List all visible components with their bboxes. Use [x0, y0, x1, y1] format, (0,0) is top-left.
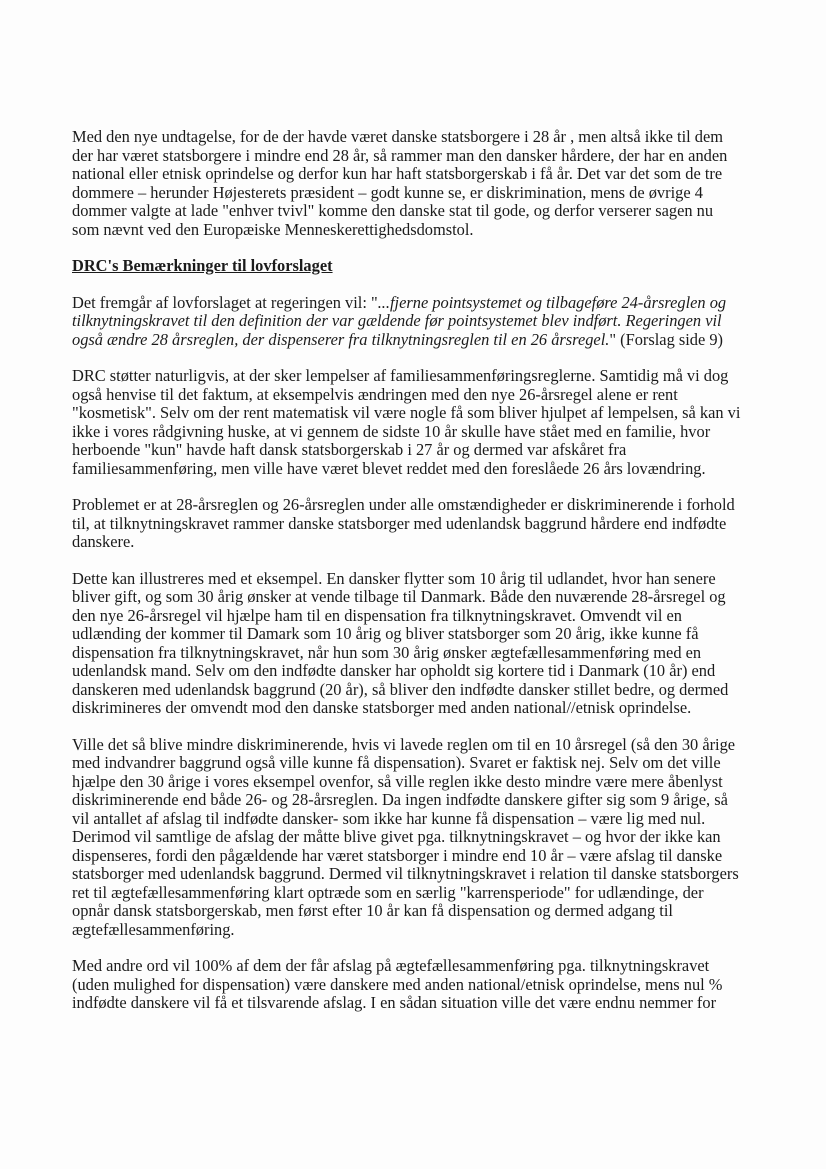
paragraph-intro: Med den nye undtagelse, for de der havde været danske statsborgere i 28 år , men altså ikke til dem der har været statsborgere i mindre end 28 år, så rammer man den dansker hårdere, der har en anden national eller etnisk oprindelse og derfor kun har haft statsborgerskab i få år. Det var det som de tre dommere – herunder Højesterets præsident – godt kunne se, er diskrimination, mens de øvrige 4 dommer valgte at lade "enhver tvivl" komme den danske stat til gode, og derfor verserer sagen nu som nævnt ved den Europæiske Menneskerettighedsdomstol.: [72, 127, 728, 239]
quote-lead: Det fremgår af lovforslaget at regeringen vil: ": [72, 292, 378, 312]
paragraph-conclusion: Med andre ord vil 100% af dem der får afslag på ægtefællesammenføring pga. tilknytningskravet (uden mulighed for dispensation) være danskere med anden national/etnisk oprindelse, mens nul % indfødte danskere vil få et tilsvarende afslag. I en sådan situation ville det være endnu nemmer for: [72, 956, 723, 1012]
section-heading: DRC's Bemærkninger til lovforslaget: [72, 256, 333, 275]
quote-text: ...fjerne pointsystemet og tilbageføre 24-årsreglen og tilknytningskravet til den definition der var gældende før pointsystemet blev indført. Regeringen vil også ændre 28 årsreglen, der dispenserer fra tilknytningsreglen til en 26 årsregel.: [72, 292, 727, 349]
paragraph-ten-year-rule: Ville det så blive mindre diskriminerende, hvis vi lavede reglen om til en 10 årsregel (så den 30 årige med indvandrer baggrund også ville kunne få dispensation). Svaret er faktisk nej. Selv om det ville hjælpe den 30 årige i vores eksempel ovenfor, så ville reglen ikke desto mindre være mere åbenlyst diskriminerende end både 26- og 28-årsreglen. Da ingen indfødte danskere gifter sig som 9 årige, så vil antallet af afslag til indfødte dansker- som ikke har kunne få dispensation – være lig med nul. Derimod vil samtlige de afslag der måtte blive givet pga. tilknytningskravet – og hvor der ikke kan dispenseres, fordi den pågældende har været statsborger i mindre end 10 år – være afslag til danske statsborger med udenlandsk baggrund. Dermed vil tilknytningskravet i relation til danske statsborgers ret til ægtefællesammenføring klart optræde som en særlig "karrensperiode" for udlændinge, der opnår dansk statsborgerskab, men først efter 10 år kan få dispensation og dermed adgang til ægtefællesammenføring.: [72, 734, 739, 939]
paragraph-quote: [72, 294, 744, 350]
document-body: [72, 128, 744, 1031]
quote-tail: " (Forslag side 9): [609, 329, 724, 349]
paragraph-problem: Problemet er at 28-årsreglen og 26-årsreglen under alle omstændigheder er diskriminerende i forhold til, at tilknytningskravet rammer danske statsborger med udenlandsk baggrund hårdere end indfødte danskere.: [72, 495, 735, 551]
paragraph-support: DRC støtter naturligvis, at der sker lempelser af familiesammenføringsreglerne. Samtidig må vi dog også henvise til det faktum, at eksempelvis ændringen med den nye 26-årsregel alene er rent "kosmetisk". Selv om der rent matematisk vil være nogle få som bliver hjulpet af lempelsen, så kan vi ikke i vores rådgivning huske, at vi gennem de sidste 10 år skulle have stået med en familie, hvor herboende "kun" havde haft dansk statsborgerskab i 27 år og dermed var afskåret fra familiesammenføring, men ville have været blevet reddet med den foreslåede 26 års lovændring.: [72, 366, 741, 478]
paragraph-example: Dette kan illustreres med et eksempel. En dansker flytter som 10 årig til udlandet, hvor han senere bliver gift, og som 30 årig ønsker at vende tilbage til Danmark. Både den nuværende 28-årsregel og den nye 26-årsregel vil hjælpe ham til en dispensation fra tilknytningskravet. Omvendt vil en udlænding der kommer til Damark som 10 årig og bliver statsborger som 20 årig, ikke kunne få dispensation fra tilknytningskravet, når hun som 30 årig ønsker ægtefællesammenføring med en udenlandsk mand. Selv om den indfødte dansker har opholdt sig kortere tid i Danmark (10 år) end danskeren med udenlandsk baggrund (20 år), så bliver den indfødte dansker stillet bedre, og dermed diskrimineres der omvendt mod den danske statsborger med anden national//etnisk oprindelse.: [72, 568, 729, 717]
